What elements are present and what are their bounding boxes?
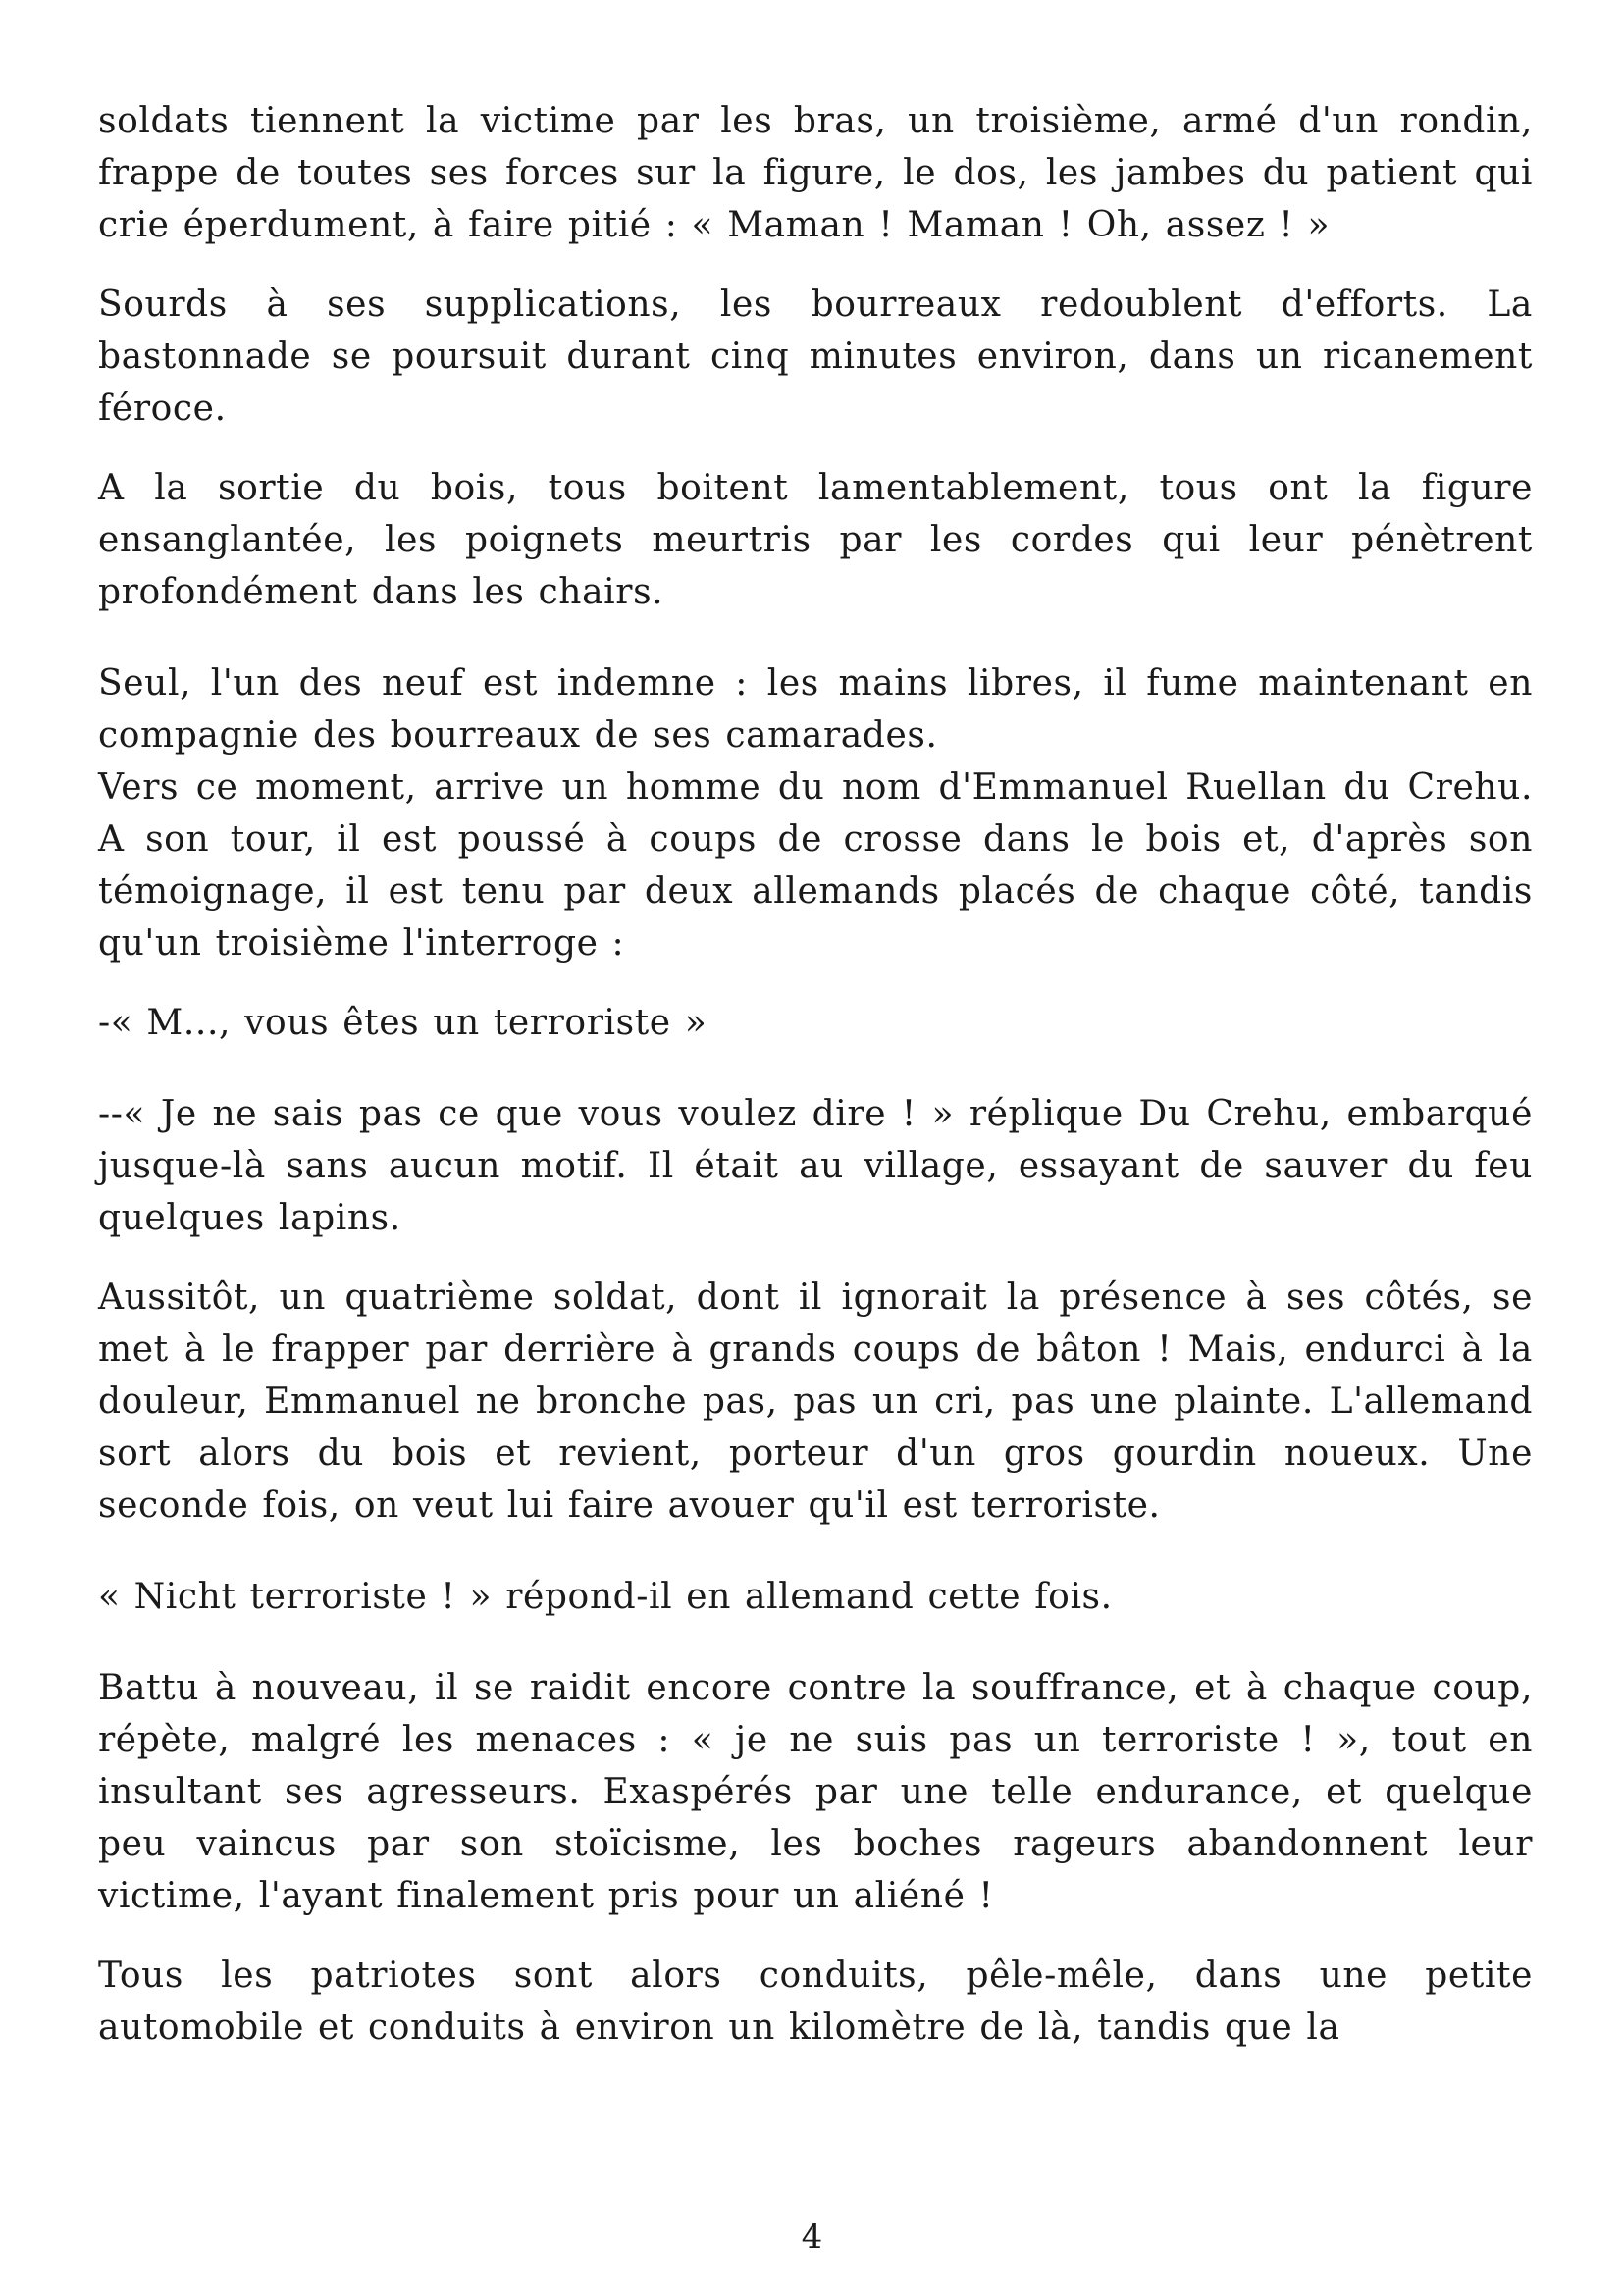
paragraph-6: -« M..., vous êtes un terroriste » — [98, 1003, 707, 1043]
paragraph-4: Seul, l'un des neuf est indemne : les mains libres, il fume maintenant en compagnie des bourreaux de ses camarades. — [98, 663, 1533, 756]
page-number: 4 — [801, 2217, 823, 2257]
paragraph-3: A la sortie du bois, tous boitent lamentablement, tous ont la figure ensanglantée, les poignets meurtris par les cordes qui leur pénètrent profondément dans les chairs. — [98, 468, 1533, 612]
body-text — [98, 95, 1533, 2081]
paragraph-2: Sourds à ses supplications, les bourreaux redoublent d'efforts. La bastonnade se poursuit durant cinq minutes environ, dans un ricanement féroce. — [98, 285, 1533, 429]
paragraph-5: Vers ce moment, arrive un homme du nom d'Emmanuel Ruellan du Crehu. A son tour, il est poussé à coups de crosse dans le bois et, d'après son témoignage, il est tenu par deux allemands placés de chaque côté, tandis qu'un troisième l'interroge : — [98, 767, 1533, 964]
paragraph-8: Aussitôt, un quatrième soldat, dont il ignorait la présence à ses côtés, se met à le frapper par derrière à grands coups de bâton ! Mais, endurci à la douleur, Emmanuel ne bronche pas, pas un cri, pas une plainte. L'allemand sort alors du bois et revient, porteur d'un gros gourdin noueux. Une seconde fois, on veut lui faire avouer qu'il est terroriste. — [98, 1277, 1533, 1526]
paragraph-1: soldats tiennent la victime par les bras, un troisième, armé d'un rondin, frappe de toutes ses forces sur la figure, le dos, les jambes du patient qui crie éperdument, à faire pitié : « Maman ! Maman ! Oh, assez ! » — [98, 101, 1533, 245]
paragraph-10: Battu à nouveau, il se raidit encore contre la souffrance, et à chaque coup, répète, malgré les menaces : « je ne suis pas un terroriste ! », tout en insultant ses agresseurs. Exaspérés par une telle endurance, et quelque peu vaincus par son stoïcisme, les boches rageurs abandonnent leur victime, l'ayant finalement pris pour un aliéné ! — [98, 1668, 1533, 1916]
paragraph-9: « Nicht terroriste ! » répond-il en allemand cette fois. — [98, 1577, 1113, 1617]
paragraph-7: --« Je ne sais pas ce que vous voulez dire ! » réplique Du Crehu, embarqué jusque-là sans aucun motif. Il était au village, essayant de sauver du feu quelques lapins. — [98, 1094, 1533, 1238]
paragraph-11: Tous les patriotes sont alors conduits, pêle-mêle, dans une petite automobile et conduits à environ un kilomètre de là, tandis que la — [98, 1955, 1533, 2048]
